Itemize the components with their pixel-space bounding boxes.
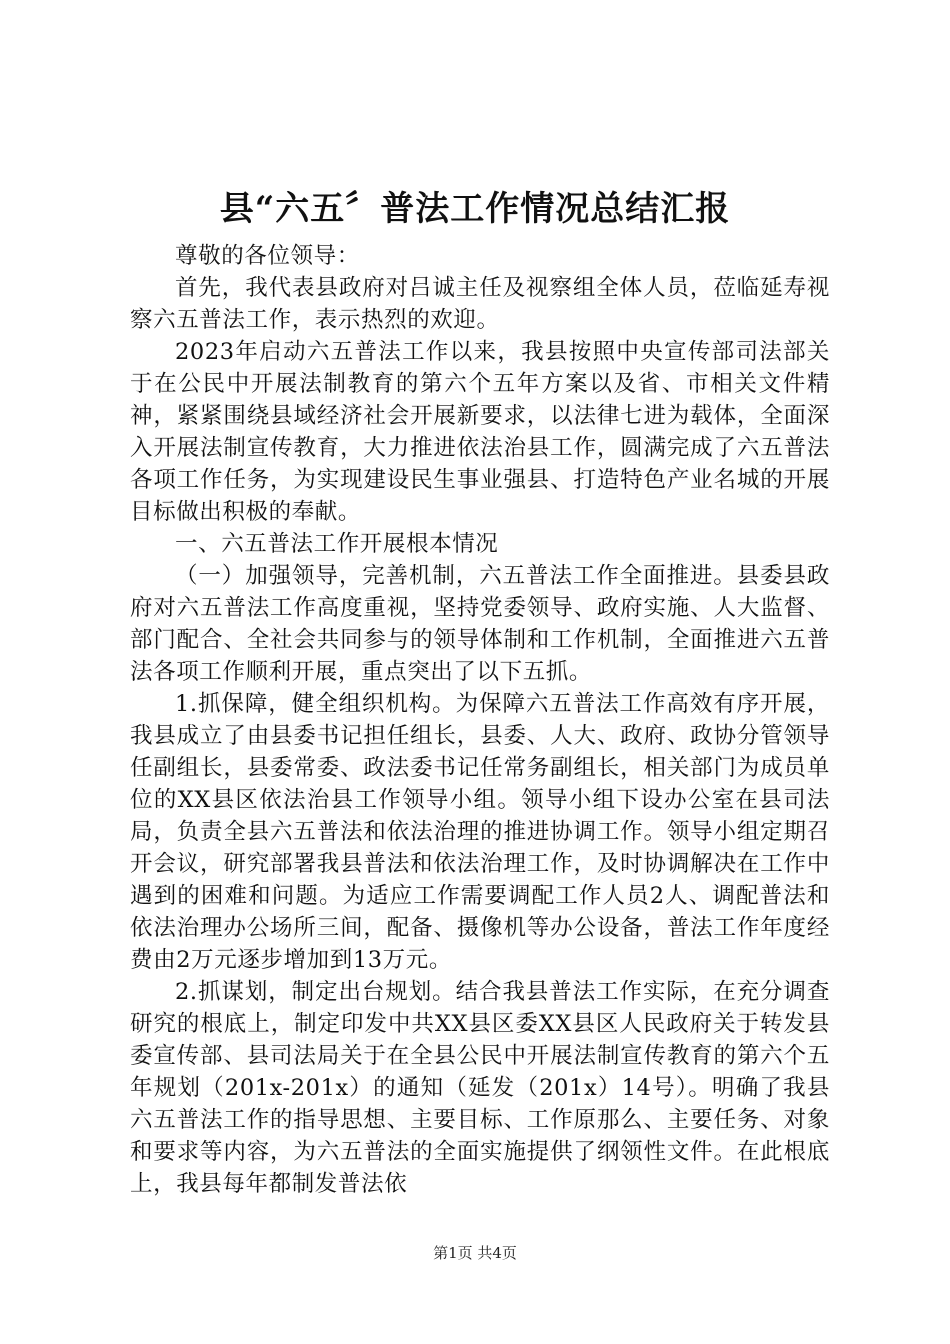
item-two-paragraph: 2.抓谋划，制定出台规划。结合我县普法工作实际，在充分调查研究的根底上，制定印发中共XX县区委XX县区人民政府关于转发县委宣传部、县司法局关于在全县公民中开展法制宣传教育的第六个五年规划（201x-201x）的通知（延发（201x）14号）。明确了我县六五普法工作的指导思想、主要目标、工作原那么、主要任务、对象和要求等内容，为六五普法的全面实施提供了纲领性文件。在此根底上，我县每年都制发普法依 [130,979,830,1197]
welcome-paragraph: 首先，我代表县政府对吕诚主任及视察组全体人员，莅临延寿视察六五普法工作，表示热烈的欢迎。 [130,275,830,333]
subsection-paragraph: （一）加强领导，完善机制，六五普法工作全面推进。县委县政府对六五普法工作高度重视，坚持党委领导、政府实施、人大监督、部门配合、全社会共同参与的领导体制和工作机制，全面推进六五普法各项工作顺利开展，重点突出了以下五抓。 [130,563,830,685]
document-title: 县“六五〞普法工作情况总结汇报 [219,189,731,229]
section-heading: 一、六五普法工作开展根本情况 [175,531,499,557]
item-one-paragraph: 1.抓保障，健全组织机构。为保障六五普法工作高效有序开展，我县成立了由县委书记担任组长，县委、人大、政府、政协分管领导任副组长，县委常委、政法委书记任常务副组长，相关部门为成员单位的XX县区依法治县工作领导小组。领导小组下设办公室在县司法局，负责全县六五普法和依法治理的推进协调工作。领导小组定期召开会议，研究部署我县普法和依法治理工作，及时协调解决在工作中遇到的困难和问题。为适应工作需要调配工作人员2人、调配普法和依法治理办公场所三间，配备、摄像机等办公设备，普法工作年度经费由2万元逐步增加到13万元。 [130,691,830,973]
overview-paragraph: 2023年启动六五普法工作以来，我县按照中央宣传部司法部关于在公民中开展法制教育的第六个五年方案以及省、市相关文件精神，紧紧围绕县域经济社会开展新要求，以法律七进为载体，全面深入开展法制宣传教育，大力推进依法治县工作，圆满完成了六五普法各项工作任务，为实现建设民生事业强县、打造特色产业名城的开展目标做出积极的奉献。 [130,339,830,525]
document-body [130,240,830,1200]
page-number-footer: 第1页 共4页 [433,1244,517,1262]
salutation-paragraph: 尊敬的各位领导： [175,243,360,269]
